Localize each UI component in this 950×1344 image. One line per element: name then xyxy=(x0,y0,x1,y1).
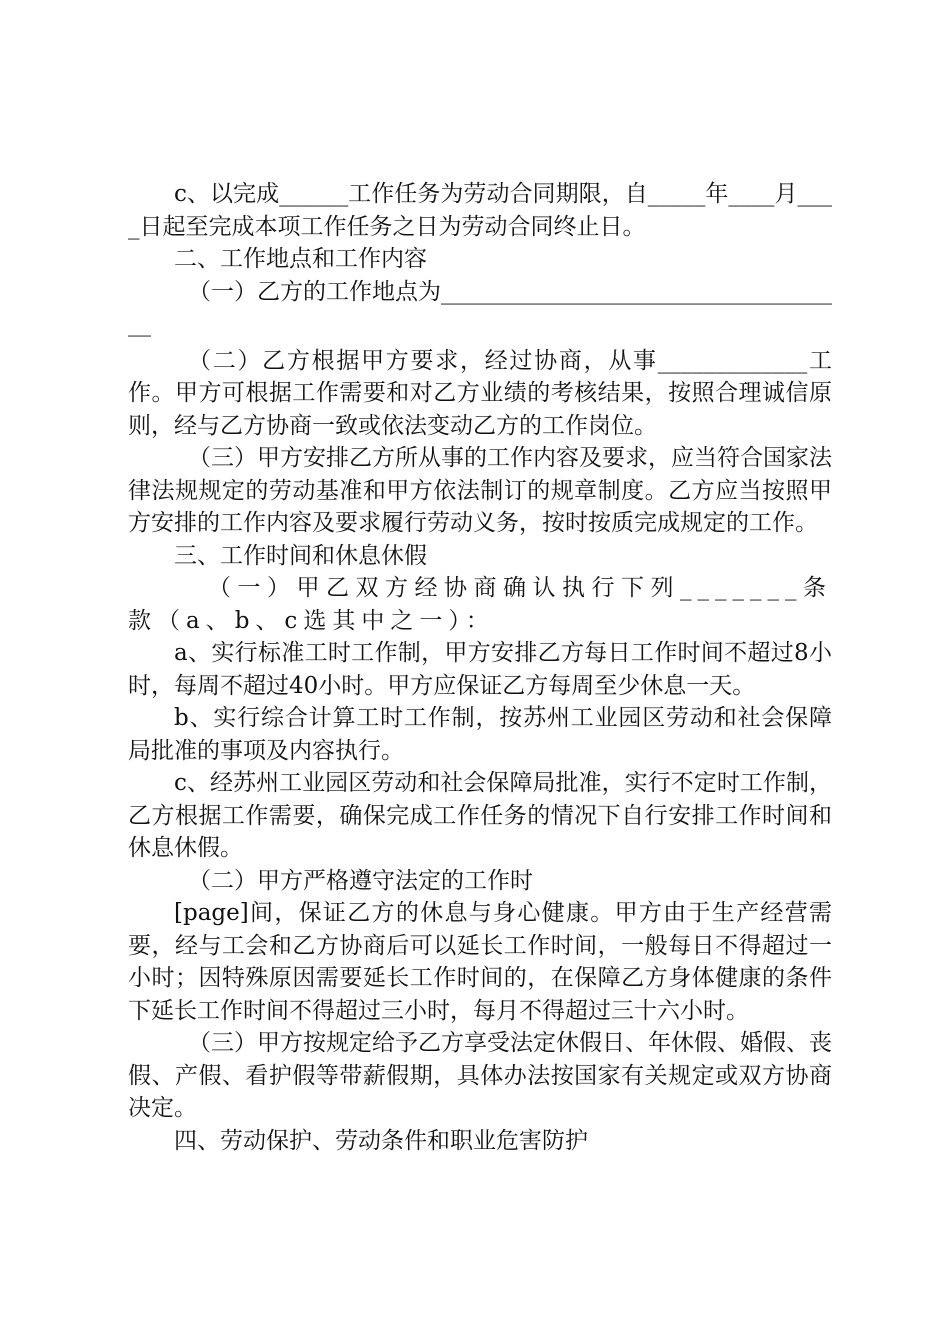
paragraph-working-time-compliance: （二）甲方严格遵守法定的工作时 xyxy=(188,867,533,894)
section-heading-work-hours: 三、工作时间和休息休假 xyxy=(174,542,427,569)
paragraph-option-c: c、经苏州工业园区劳动和社会保障局批准，实行不定时工作制，乙方根据工作需要，确保完成工作任务的情况下自行安排工作时间和休息休假。 xyxy=(128,770,832,861)
paragraph-work-location: （一）乙方的工作地点为____________________________________ xyxy=(128,278,832,337)
contract-page xyxy=(128,178,832,1157)
paragraph-work-requirements: （三）甲方安排乙方所从事的工作内容及要求，应当符合国家法律法规规定的劳动基准和甲方依法制订的规章制度。乙方应当按照甲方安排的工作内容及要求履行劳动义务，按时按质完成规定的工作。 xyxy=(128,445,832,536)
paragraph-work-content: （二）乙方根据甲方要求，经过协商，从事_____________工作。甲方可根据工作需要和对乙方业绩的考核结果，按照合理诚信原则，经与乙方协商一致或依法变动乙方的工作岗位。 xyxy=(128,347,832,439)
section-heading-labor-protection: 四、劳动保护、劳动条件和职业危害防护 xyxy=(174,1127,588,1154)
paragraph-paid-leave: （三）甲方按规定给予乙方享受法定休假日、年休假、婚假、丧假、产假、看护假等带薪假期，具体办法按国家有关规定或双方协商决定。 xyxy=(128,1030,832,1121)
paragraph-option-a: a、实行标准工时工作制，甲方安排乙方每日工作时间不超过8小时，每周不超过40小时。甲方应保证乙方每周至少休息一天。 xyxy=(128,640,832,699)
paragraph-overtime-limits: [page]间，保证乙方的休息与身心健康。甲方由于生产经营需要，经与工会和乙方协商后可以延长工作时间，一般每日不得超过一小时；因特殊原因需要延长工作时间的，在保障乙方身体健康的条件下延长工作时间不得超过三小时，每月不得超过三十六小时。 xyxy=(128,900,832,1024)
paragraph-contract-term-c: c、以完成______工作任务为劳动合同期限，自_____年____月____日起至完成本项工作任务之日为劳动合同终止日。 xyxy=(128,181,832,240)
paragraph-hours-option-select: （一）甲乙双方经协商确认执行下列_______条款（a、b、c选其中之一）： xyxy=(128,575,832,634)
paragraph-option-b: b、实行综合计算工时工作制，按苏州工业园区劳动和社会保障局批准的事项及内容执行。 xyxy=(128,705,832,764)
section-heading-work-location: 二、工作地点和工作内容 xyxy=(174,246,427,272)
